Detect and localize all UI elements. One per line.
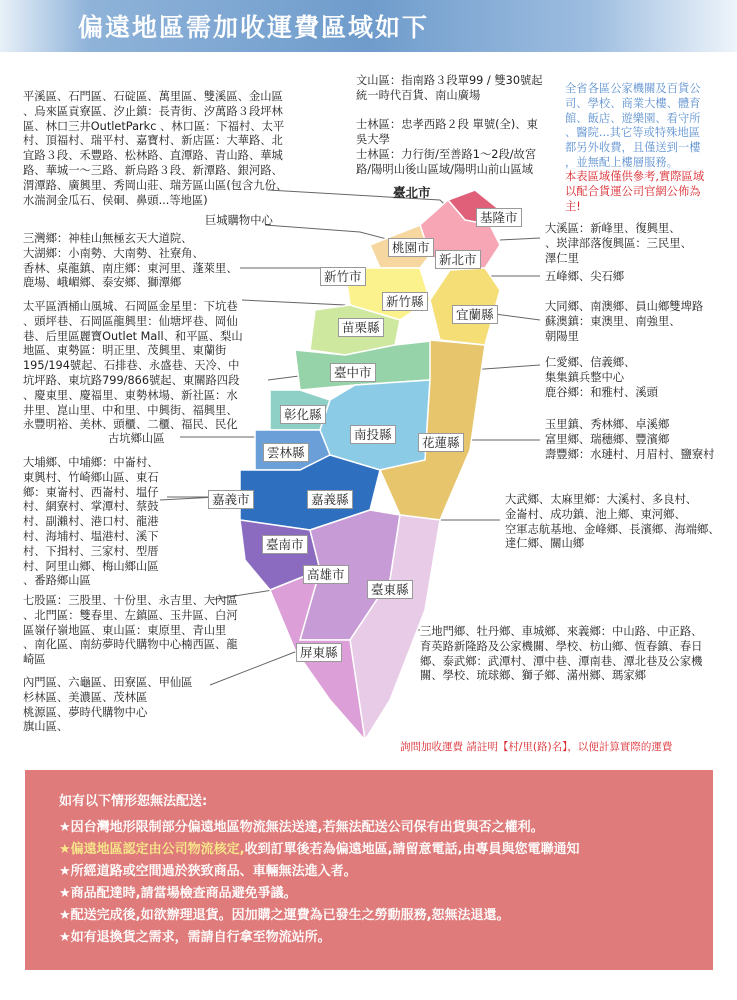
- label-kaohsiung: 高雄市: [303, 565, 349, 584]
- restrictions-box: [25, 770, 713, 970]
- restriction-line-4: ★商品配達時,請當場檢查商品避免爭議。: [59, 886, 297, 901]
- label-taichung: 臺中市: [330, 363, 376, 382]
- label-pingtung: 屏東縣: [296, 643, 342, 662]
- label-taoyuan: 桃園市: [388, 238, 434, 257]
- restriction-line-6: ★如有退換貨之需求，需請自行拿至物流站所。: [59, 930, 331, 945]
- label-taipei: 臺北市: [393, 185, 431, 200]
- text-taitung: 大武鄉、太麻里鄉：大溪村、多良村、 金崙村、成功鎮、池上鄉、東河鄉、 空軍志航基地、金峰鄉、長濱鄉、海端鄉、 達仁鄉、關山鄉: [505, 493, 720, 551]
- text-gukeng: 古坑鄉山區: [108, 432, 165, 445]
- text-taichung: 太平區酒桶山風城、石岡區金星里：下坑巷 、頭坪巷、石岡區龍興里：仙塘坪巷、岡仙 巷、后里區麗寶Outlet Mall、和平區、梨山 地區、東勢區：明正里、茂興里、東蘭街 195/194號起、石排巷、永盛巷、天冷、中 坑坪路、東坑路799/866號起、東關路四段 、慶東里、慶福里、東勢林場、新社區：水 井里、崑山里、中和里、中興街、福興里、 永豐明裕、美林、頭櫃、二櫃、福民、民化: [23, 300, 243, 432]
- text-kaohsiung2: 內門區、六龜區、田寮區、甲仙區 杉林區、美濃區、茂林區 桃源區、夢時代購物中心 旗山區、: [23, 676, 193, 734]
- label-yunlin: 雲林縣: [263, 443, 309, 462]
- shipping-note: 詢問加收運費 請註明【村/里(路)名】，以便計算實際的運費: [400, 741, 673, 753]
- page-title: 偏遠地區需加收運費區域如下: [78, 13, 430, 42]
- restriction-line-2-highlight: ★偏遠地區認定由公司物流核定,: [59, 842, 245, 857]
- text-taipei-city: 文山區：指南路３段單99 / 雙30號起 統一時代百貨、南山廣場 士林區：忠孝西路２段 單號(全)、東 吳大學 士林區：力行街/至善路1～2段/故宮 路/陽明山後山區域/陽明山前山區域: [356, 74, 543, 176]
- text-notice: 全省各區公家機關及百貨公 司、學校、商業大樓、體育 館、飯店、遊樂園、看守所 、醫院...其它等或特殊地區 都另外收費，且僅送到一樓 ，並無配上樓層服務。: [565, 82, 701, 169]
- label-miaoli: 苗栗縣: [338, 318, 384, 337]
- label-nantou: 南投縣: [350, 425, 396, 444]
- label-changhua: 彰化縣: [280, 405, 326, 424]
- text-yilan1: 大溪區：新峰里、復興里、 、崁津部落復興區：三民里、 澤仁里: [545, 222, 692, 265]
- label-taitung: 臺東縣: [367, 580, 413, 599]
- text-yunlin: 大埔鄉、中埔鄉：中崙村、 東興村、竹崎鄉山區、東石 鄉：東崙村、西崙村、塭仔 村、網寮村、掌潭村、蔡鼓 村、副瀨村、港口村、龍港 村、海埔村、塭港村、溪下 村、下揖村、三家村、型厝 村、阿里山鄉、梅山鄉山區 、番路鄉山區: [23, 456, 159, 588]
- text-yilan3: 大同鄉、南澳鄉、員山鄉雙埤路 蘇澳鎮：東澳里、南強里、 朝陽里: [545, 300, 704, 343]
- label-yilan: 宜蘭縣: [452, 305, 498, 324]
- label-hsinchu-city: 新竹市: [320, 267, 366, 286]
- text-hualien: 玉里鎮、秀林鄉、卓溪鄉 富里鄉、瑞穗鄉、豐濱鄉 壽豐鄉：水璉村、月眉村、鹽寮村: [545, 418, 715, 461]
- label-chiayi-county: 嘉義縣: [307, 490, 353, 509]
- text-taipei-outer: 平溪區、石門區、石碇區、萬里區、雙溪區、金山區 、烏來區貢寮區、汐止鎮：長青街、汐萬路３段坪林 區、林口三井OutletParkc 、林口區：下福村、太平 村、頂福村、瑞平村、嘉寶村、新店區：大華路、北 宜路３段、禾豐路、松林路、直潭路、青山路、華城 路、華城一～三路、新烏路３段、新潭路、銀河路、 渭潭路、廣興里、秀岡山莊、瑞芳區山區(包含九份、 水湍洞金瓜石、侯硐、鼻頭...等地區): [23, 90, 288, 207]
- label-chiayi-city: 嘉義市: [208, 490, 254, 509]
- restriction-line-2: [59, 838, 579, 857]
- restriction-line-3: ★所經道路或空間過於狹致商品、車輛無法進入者。: [59, 864, 357, 879]
- label-keelung: 基隆市: [476, 208, 522, 227]
- restriction-line-1: ★因台灣地形限制部分偏遠地區物流無法送達,若無法配送公司保有出貨與否之權利。: [59, 820, 544, 835]
- restriction-line-5: ★配送完成後,如欲辦理退貨。因加購之運費為已發生之勞動服務,恕無法退還。: [59, 908, 510, 923]
- text-notice-red: 本表區域僅供參考,實際區域 以配合貨運公司官網公佈為 主!: [565, 170, 705, 213]
- text-kaohsiung: 七股區：三股里、十份里、永吉里、大內區 、北門區：雙春里、左鎮區、玉井區、白河 區嶺仔嶺地區、東山區：東原里、青山里 、南化區、南紡夢時代購物中心楠西區、龍 崎區: [23, 594, 238, 667]
- label-newtaipei: 新北市: [435, 250, 481, 269]
- text-hsinchu: 三灣鄉：神桂山無極玄天大道院、 大湖鄉：小南勢、大南勢、社寮角、 香林、桌龍鎮、南庄鄉：東河里、蓬萊里、 鹿場、峨嵋鄉、泰安鄉、獅潭鄉: [23, 232, 238, 290]
- text-yilan2: 五峰鄉、尖石鄉: [545, 270, 625, 283]
- restriction-line-2-rest: 收到訂單後若為偏遠地區,請留意電話,由專員與您電聯通知: [244, 842, 580, 857]
- text-hsinchu-mall: 巨城購物中心: [205, 214, 273, 227]
- text-nantou1: 仁愛鄉、信義鄉、 集集鎮兵整中心 鹿谷鄉：和雅村、溪頭: [545, 356, 658, 399]
- text-pingtung: 三地門鄉、牡丹鄉、車城鄉、來義鄉：中山路、中正路、 育英路新隆路及公家機關、學校、枋山鄉、恆春鎮、春日 鄉、泰武鄉：武潭村、潭中巷、潭南巷、潭北巷及公家機 關、學校、琉球鄉、獅子鄉、滿州鄉、瑪家鄉: [420, 625, 703, 683]
- restrictions-heading: 如有以下情形恕無法配送:: [59, 794, 208, 809]
- label-hualien: 花蓮縣: [418, 433, 464, 452]
- label-hsinchu-county: 新竹縣: [382, 292, 428, 311]
- label-tainan: 臺南市: [262, 535, 308, 554]
